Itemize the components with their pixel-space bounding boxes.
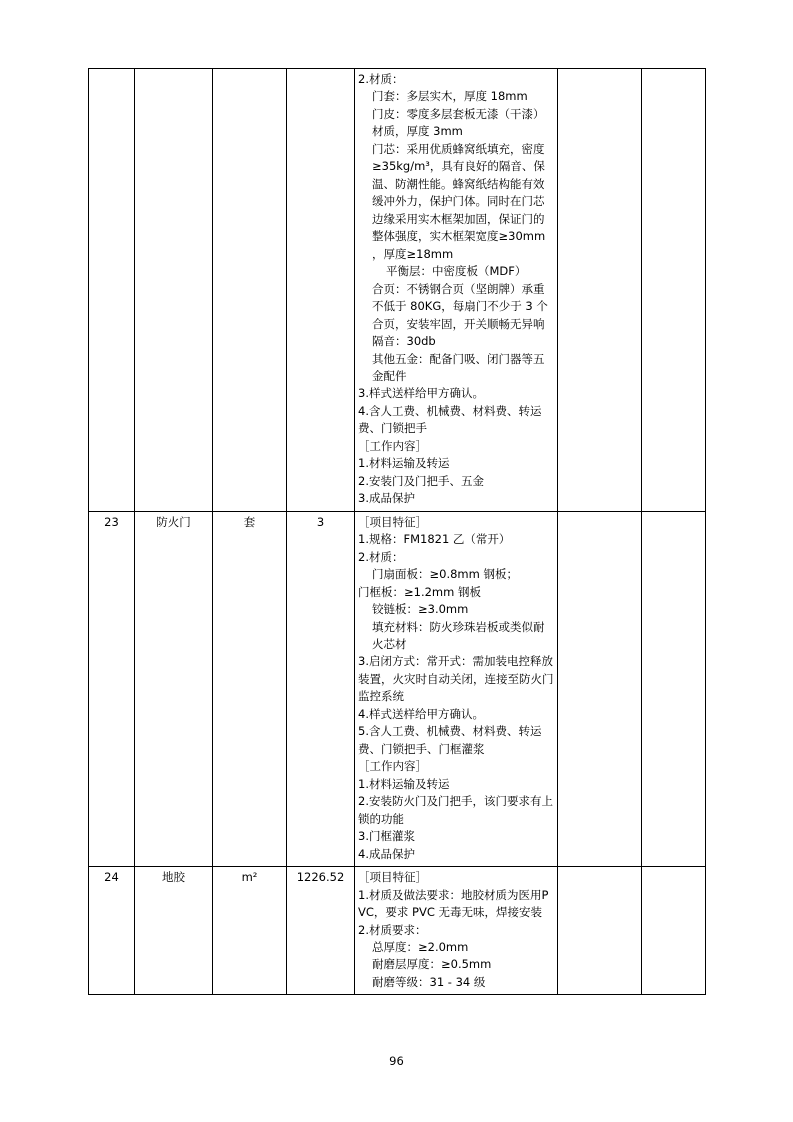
desc-line: 3.启闭方式：常开式：需加装电控释放装置，火灾时自动关闭，连接至防火门监控系统 [358, 654, 554, 704]
desc-line: 门框板：≥1.2mm 钢板 [358, 584, 481, 599]
cell-description [355, 511, 558, 866]
cell-amount [642, 69, 706, 512]
desc-line: 1.规格：FM1821 乙（常开） [358, 532, 511, 547]
desc-line: 门芯：采用优质蜂窝纸填充，密度≥35kg/m³，具有良好的隔音、保温、防潮性能。蜂窝纸结构能有效缓冲外力，保护门体。同时在门芯边缘采用实木框架加固，保证门的整体强度，实木框架宽度≥30mm ，厚度≥18mm [372, 141, 549, 261]
table-row [89, 511, 706, 866]
desc-line: 3.成品保护 [358, 491, 415, 506]
desc-line: 2.材质： [358, 72, 404, 86]
desc-line: 4.成品保护 [358, 846, 415, 861]
cell-amount [642, 867, 706, 995]
specification-table [88, 68, 706, 995]
cell-quantity [287, 69, 355, 512]
desc-line: 2.安装防火门及门把手，该门要求有上锁的功能 [358, 794, 553, 826]
desc-line: 3.门框灌浆 [358, 829, 415, 844]
desc-line: 总厚度：≥2.0mm [372, 939, 469, 954]
cell-unit-price [558, 511, 642, 866]
cell-item-name: 防火门 [135, 511, 213, 866]
desc-line: 4.含人工费、机械费、材料费、转运费、门锁把手 [358, 403, 542, 436]
cell-quantity: 3 [287, 511, 355, 866]
cell-unit: 套 [213, 511, 287, 866]
desc-line: 耐磨层厚度：≥0.5mm [372, 957, 492, 972]
desc-line: 门皮：零度多层套板无漆（干漆）材质，厚度 3mm [372, 106, 545, 139]
table-body [89, 69, 706, 995]
cell-unit-price [558, 867, 642, 995]
desc-line: 铰链板：≥3.0mm [372, 602, 469, 617]
desc-line: 3.样式送样给甲方确认。 [358, 386, 484, 401]
cell-item-no: 24 [89, 867, 135, 995]
desc-line: ［工作内容］ [358, 759, 427, 774]
desc-line: 2.材质： [358, 549, 404, 564]
desc-line: 其他五金：配备门吸、闭门器等五金配件 [372, 351, 545, 383]
desc-line: 2.安装门及门把手、五金 [358, 473, 484, 488]
table-row [89, 867, 706, 995]
cell-unit [213, 69, 287, 512]
desc-line: ［项目特征］ [358, 870, 427, 885]
desc-line: 1.材料运输及转运 [358, 456, 450, 471]
cell-item-name [135, 69, 213, 512]
desc-line: 1.材料运输及转运 [358, 776, 450, 791]
page-number: 96 [389, 1054, 404, 1068]
desc-line: 平衡层：中密度板（MDF） [386, 264, 527, 279]
cell-unit: m² [213, 867, 287, 995]
cell-quantity: 1226.52 [287, 867, 355, 995]
desc-line: ［工作内容］ [358, 438, 427, 453]
cell-unit-price [558, 69, 642, 512]
desc-line: 门扇面板：≥0.8mm 钢板； [372, 567, 518, 582]
desc-line: 5.含人工费、机械费、材料费、转运费、门锁把手、门框灌浆 [358, 724, 542, 756]
desc-line: 隔音：30db [372, 334, 436, 349]
cell-item-no: 23 [89, 511, 135, 866]
desc-line: 门套：多层实木，厚度 18mm [372, 89, 528, 104]
table-row [89, 69, 706, 512]
cell-amount [642, 511, 706, 866]
desc-line: 耐磨等级：31 - 34 级 [372, 974, 486, 989]
desc-line: 2.材质要求： [358, 922, 427, 937]
cell-description [355, 867, 558, 995]
cell-item-no [89, 69, 135, 512]
desc-line: 合页：不锈钢合页（坚朗牌）承重不低于 80KG，每扇门不少于 3 个合页，安装牢固，开关顺畅无异响 [372, 281, 548, 331]
cell-item-name: 地胶 [135, 867, 213, 995]
desc-line: 1.材质及做法要求：地胶材质为医用PVC，要求 PVC 无毒无味，焊接安装 [358, 887, 549, 920]
desc-line: 填充材料：防火珍珠岩板或类似耐火芯材 [372, 619, 545, 651]
desc-line: 4.样式送样给甲方确认。 [358, 706, 484, 721]
cell-description [355, 69, 558, 512]
desc-line: ［项目特征］ [358, 514, 427, 529]
